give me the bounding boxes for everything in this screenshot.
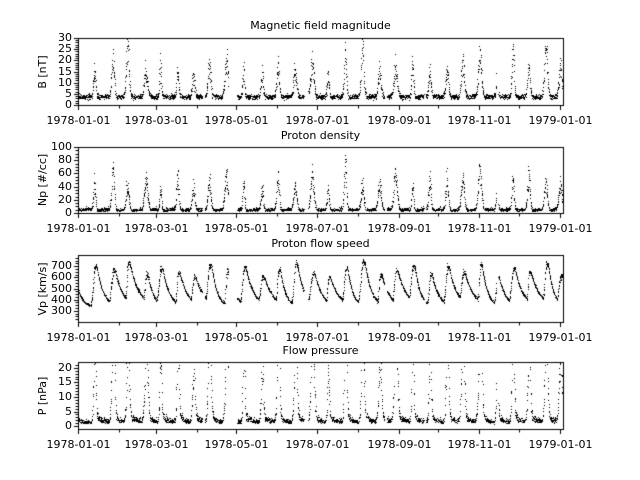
panel3-ytick-700: 700 (51, 259, 72, 272)
panel1-ytick-15: 15 (58, 65, 72, 78)
panel4-ylabel: P [nPa] (36, 376, 49, 415)
panel4-xtick-1978-01-01: 1978-01-01 (46, 438, 111, 451)
panel1-xtick-1978-03-01: 1978-03-01 (124, 114, 189, 127)
panel4-ytick-5: 5 (65, 405, 72, 418)
panel2-xtick-1978-01-01: 1978-01-01 (46, 222, 111, 235)
panel4-ytick-15: 15 (58, 375, 72, 388)
panel2-ytick-80: 80 (58, 153, 72, 166)
panel3-ytick-600: 600 (51, 270, 72, 283)
panel4-xtick-1979-01-01: 1979-01-01 (528, 438, 593, 451)
panel3-xtick-1978-05-01: 1978-05-01 (204, 331, 269, 344)
panel1-xtick-1979-01-01: 1979-01-01 (528, 114, 593, 127)
panel2-ytick-0: 0 (65, 206, 72, 219)
panel1-ylabel: B [nT] (36, 54, 49, 89)
panel3-xtick-1978-11-01: 1978-11-01 (447, 331, 512, 344)
panel2-xtick-1978-09-01: 1978-09-01 (367, 222, 432, 235)
panel2-ytick-100: 100 (51, 140, 72, 153)
panel4-ytick-20: 20 (58, 361, 72, 374)
panel2-xtick-1978-07-01: 1978-07-01 (285, 222, 350, 235)
panel1-ytick-10: 10 (58, 76, 72, 89)
panel1-xtick-1978-01-01: 1978-01-01 (46, 114, 111, 127)
panel4-title: Flow pressure (282, 344, 359, 357)
panel3-ytick-500: 500 (51, 282, 72, 295)
panel2-xtick-1979-01-01: 1979-01-01 (528, 222, 593, 235)
panel1-xtick-1978-11-01: 1978-11-01 (447, 114, 512, 127)
panel3-xtick-1978-03-01: 1978-03-01 (124, 331, 189, 344)
panel3-ylabel: Vp [km/s] (36, 261, 49, 316)
panel1-ytick-25: 25 (58, 42, 72, 55)
panel4-xtick-1978-05-01: 1978-05-01 (204, 438, 269, 451)
panel2-xtick-1978-05-01: 1978-05-01 (204, 222, 269, 235)
panel2-ylabel: Np [#/cc] (36, 153, 49, 207)
panel1-ytick-0: 0 (65, 98, 72, 111)
panel2-xtick-1978-03-01: 1978-03-01 (124, 222, 189, 235)
panel4-ytick-10: 10 (58, 390, 72, 403)
panel3-xtick-1979-01-01: 1979-01-01 (528, 331, 593, 344)
panel4-xtick-1978-09-01: 1978-09-01 (367, 438, 432, 451)
panel4-xtick-1978-11-01: 1978-11-01 (447, 438, 512, 451)
panel1-title: Magnetic field magnitude (250, 19, 391, 32)
panel3-ytick-400: 400 (51, 293, 72, 306)
panel2-xtick-1978-11-01: 1978-11-01 (447, 222, 512, 235)
panel4-xtick-1978-03-01: 1978-03-01 (124, 438, 189, 451)
panel1-ytick-30: 30 (58, 31, 72, 44)
panel3-xtick-1978-01-01: 1978-01-01 (46, 331, 111, 344)
panel1-xtick-1978-09-01: 1978-09-01 (367, 114, 432, 127)
panel1-xtick-1978-07-01: 1978-07-01 (285, 114, 350, 127)
panel2-ytick-60: 60 (58, 166, 72, 179)
panel3-xtick-1978-07-01: 1978-07-01 (285, 331, 350, 344)
panel1-ytick-5: 5 (65, 87, 72, 100)
panel1-xtick-1978-05-01: 1978-05-01 (204, 114, 269, 127)
panel4-ytick-0: 0 (65, 419, 72, 432)
panel3-xtick-1978-09-01: 1978-09-01 (367, 331, 432, 344)
panel2-title: Proton density (280, 129, 361, 142)
panel2-ytick-20: 20 (58, 193, 72, 206)
panel4-xtick-1978-07-01: 1978-07-01 (285, 438, 350, 451)
panel2-ytick-40: 40 (58, 180, 72, 193)
panel3-title: Proton flow speed (271, 237, 370, 250)
panel1-ytick-20: 20 (58, 53, 72, 66)
panel3-ytick-300: 300 (51, 304, 72, 317)
